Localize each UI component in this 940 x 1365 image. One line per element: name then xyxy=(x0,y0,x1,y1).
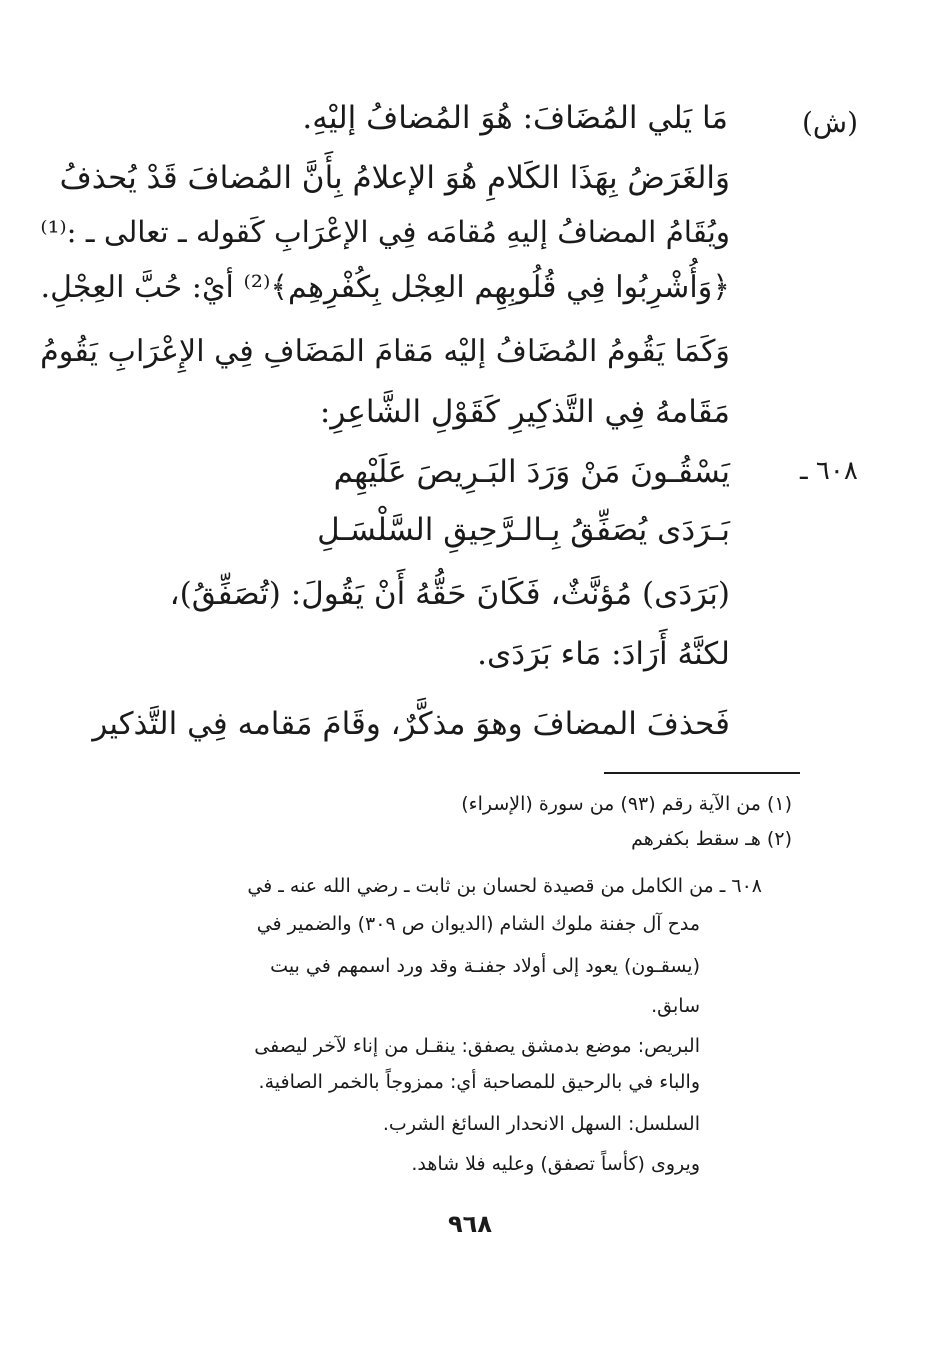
verse-number: ٦٠٨ ـ xyxy=(800,456,858,486)
main-text-line: فَحذفَ المضافَ وهوَ مذكَّرٌ، وقَامَ مَقامه فِي التَّذكير xyxy=(92,706,730,742)
footnote: (يسقـون) يعود إلى أولاد جفنـة وقد ورد اسمهم في بيت xyxy=(270,955,700,977)
footnote: ويروى (كأساً تصفق) وعليه فلا شاهد. xyxy=(411,1153,700,1175)
footnote: (١) من الآية رقم (٩٣) من سورة (الإسراء) xyxy=(461,793,792,815)
main-text-line: مَا يَلي المُضَافَ: هُوَ المُضافُ إليْهِ. xyxy=(302,100,728,136)
footnote: البريص: موضع بدمشق يصفق: ينقـل من إناء لآخر ليصفى xyxy=(254,1035,700,1057)
footnote: السلسل: السهل الانحدار السائغ الشرب. xyxy=(382,1113,700,1135)
poem-first-hemistich: يَسْقُـونَ مَنْ وَرَدَ البَـرِيصَ عَلَيْهِم xyxy=(333,454,730,490)
margin-label: (ش) xyxy=(802,106,859,139)
main-text-line: وَالغَرَضُ بِهَذَا الكَلامِ هُوَ الإعلامُ بِأَنَّ المُضافَ قَدْ يُحذفُ xyxy=(59,160,730,196)
footnote: مدح آل جفنة ملوك الشام (الديوان ص ٣٠٩) والضمير في xyxy=(256,913,700,935)
footnote: سابق. xyxy=(651,995,700,1017)
poem-second-hemistich: بَـرَدَى يُصَفِّقُ بِـالـرَّحِيقِ السَّلْسَـلِ xyxy=(317,512,730,548)
footnote: ٦٠٨ ـ من الكامل من قصيدة لحسان بن ثابت ـ رضي الله عنه ـ في xyxy=(247,875,762,897)
page-number: ٩٦٨ xyxy=(448,1210,492,1238)
footnote: والباء في بالرحيق للمصاحبة أي: ممزوجاً بالخمر الصافية. xyxy=(258,1071,700,1093)
main-text-line: لكنَّهُ أَرَادَ: مَاء بَرَدَى. xyxy=(477,636,730,672)
main-text-line: مَقَامهُ فِي التَّذكِيرِ كَقَوْلِ الشَّاعِرِ: xyxy=(319,394,730,430)
main-text-line: وَكَمَا يَقُومُ المُضَافُ إليْه مَقامَ المَضَافِ فِي الإِعْرَابِ يَقُومُ xyxy=(40,334,730,369)
main-text-line: ﴿وَأُشْرِبُوا فِي قُلُوبِهِم العِجْل بِكُفْرِهِم﴾⁽²⁾ أيْ: حُبَّ العِجْلِ. xyxy=(40,270,730,305)
footnote: (٢) هـ سقط بكفرهم xyxy=(631,828,792,850)
main-text-line: ويُقَامُ المضافُ إليهِ مُقامَه فِي الإعْرَابِ كَقوله ـ تعالى ـ :⁽¹⁾ xyxy=(40,215,730,249)
main-text-line: (بَرَدَى) مُؤنَّثٌ، فَكَانَ حَقُّهُ أَنْ يَقُولَ: (تُصَفِّقُ)، xyxy=(169,576,730,612)
footnote-divider xyxy=(604,772,800,774)
